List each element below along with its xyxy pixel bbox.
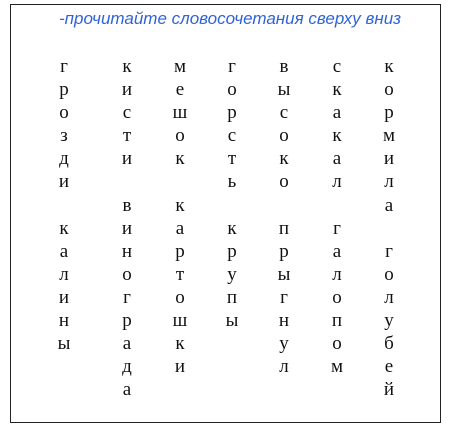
letter-cell: к (384, 56, 394, 77)
letter-cell: л (279, 356, 289, 378)
letter-cell: л (59, 263, 69, 285)
letter-cell: п (278, 217, 290, 239)
letter-cell: м (173, 56, 187, 77)
letter-cell: с (227, 125, 237, 147)
letter-cell (171, 378, 189, 401)
letter-cell: л (332, 263, 342, 285)
letter-cell: к (175, 148, 185, 170)
letter-cell: и (383, 148, 395, 170)
letter-cell: г (280, 286, 288, 308)
letter-cell: о (332, 333, 342, 355)
letter-cell: ш (172, 102, 188, 124)
letter-cell (275, 194, 293, 217)
letter-cell: м (330, 356, 344, 378)
letter-column-6 (328, 55, 346, 401)
letter-cell: м (382, 125, 396, 147)
letter-cell: к (332, 125, 342, 147)
instruction-text: -прочитайте словосочетания сверху вниз (59, 9, 402, 28)
letter-cell: у (227, 263, 237, 285)
letter-cell: ь (227, 171, 237, 193)
letter-cell: и (121, 148, 133, 170)
letter-cell: а (122, 333, 132, 355)
letter-cell: л (332, 171, 342, 193)
letter-cell: о (122, 263, 132, 285)
letter-cell: а (332, 240, 342, 262)
letter-column-1 (55, 55, 73, 401)
letter-cell (328, 378, 346, 401)
letter-cell: г (123, 286, 131, 308)
letter-cell: в (279, 56, 289, 77)
letter-cell: а (332, 148, 342, 170)
letter-cell: г (385, 240, 393, 262)
letter-cell: к (175, 333, 185, 355)
letter-cell: ы (225, 310, 239, 332)
letter-cell: и (121, 217, 133, 239)
letter-cell: д (59, 148, 69, 170)
letter-cell: к (227, 217, 237, 239)
letter-cell: р (122, 310, 132, 332)
letter-cell: й (383, 379, 395, 401)
letter-cell (380, 217, 398, 240)
letter-cell (223, 378, 241, 401)
letter-cell: с (279, 102, 289, 124)
letter-cell: о (279, 125, 289, 147)
letter-cell: к (59, 217, 69, 239)
letter-cell (223, 355, 241, 378)
letter-cell: о (175, 125, 185, 147)
letter-cell: п (331, 310, 343, 332)
letter-cell: с (332, 56, 342, 77)
letter-cell: а (122, 379, 132, 401)
letter-column-7 (380, 55, 398, 401)
letter-cell: н (278, 310, 290, 332)
letter-cell: ш (172, 310, 188, 332)
letter-cell: б (384, 333, 394, 355)
letter-cell: л (384, 171, 394, 193)
letter-cell: е (175, 79, 185, 101)
letter-cell: и (121, 79, 133, 101)
letter-cell: п (226, 286, 238, 308)
letter-cell: ы (277, 263, 291, 285)
letter-cell: о (332, 286, 342, 308)
letter-cell: у (279, 333, 289, 355)
letter-cell: у (384, 310, 394, 332)
letter-cell: р (227, 102, 237, 124)
letter-cell: г (228, 56, 236, 77)
letter-cell: д (122, 356, 132, 378)
letter-cell: о (59, 102, 69, 124)
letter-column-5 (275, 55, 293, 401)
letter-cell: с (122, 102, 132, 124)
letter-cell: т (227, 148, 237, 170)
letter-cell (55, 194, 73, 217)
letter-cell (118, 170, 136, 193)
letter-cell: и (58, 286, 70, 308)
letter-cell: т (122, 125, 132, 147)
letter-cell: ы (57, 333, 71, 355)
letter-cell: а (332, 102, 342, 124)
letter-cell: а (175, 217, 185, 239)
letter-cell (275, 378, 293, 401)
letter-cell: е (384, 356, 394, 378)
letter-cell: к (332, 79, 342, 101)
letter-cell: а (59, 240, 69, 262)
letter-cell: г (333, 217, 341, 239)
letter-cell: т (175, 263, 185, 285)
letter-cell: р (175, 240, 185, 262)
letter-column-3 (171, 55, 189, 401)
letter-cell: о (279, 171, 289, 193)
letter-cell: о (175, 286, 185, 308)
letter-cell: г (60, 56, 68, 77)
letter-cell: к (279, 148, 289, 170)
letter-cell: р (279, 240, 289, 262)
letter-cell (55, 378, 73, 401)
letter-cell: р (384, 102, 394, 124)
letter-cell: о (384, 79, 394, 101)
letter-cell: о (227, 79, 237, 101)
letter-cell (171, 170, 189, 193)
letter-cell (223, 332, 241, 355)
letter-cell: р (227, 240, 237, 262)
letter-cell: и (174, 356, 186, 378)
letter-cell: р (59, 79, 69, 101)
letter-cell: о (384, 263, 394, 285)
letter-cell: к (122, 56, 132, 77)
letter-cell (55, 355, 73, 378)
letter-cell: ы (277, 79, 291, 101)
letter-column-4 (223, 55, 241, 401)
letter-cell: в (122, 194, 132, 216)
letter-column-2 (118, 55, 136, 401)
letter-cell: н (121, 240, 133, 262)
letter-cell (328, 194, 346, 217)
letter-cell: н (58, 310, 70, 332)
letter-cell: з (60, 125, 68, 147)
letter-cell: а (384, 194, 394, 216)
letter-cell: и (58, 171, 70, 193)
letter-cell: к (175, 194, 185, 216)
letter-cell: л (384, 286, 394, 308)
letter-cell (223, 194, 241, 217)
